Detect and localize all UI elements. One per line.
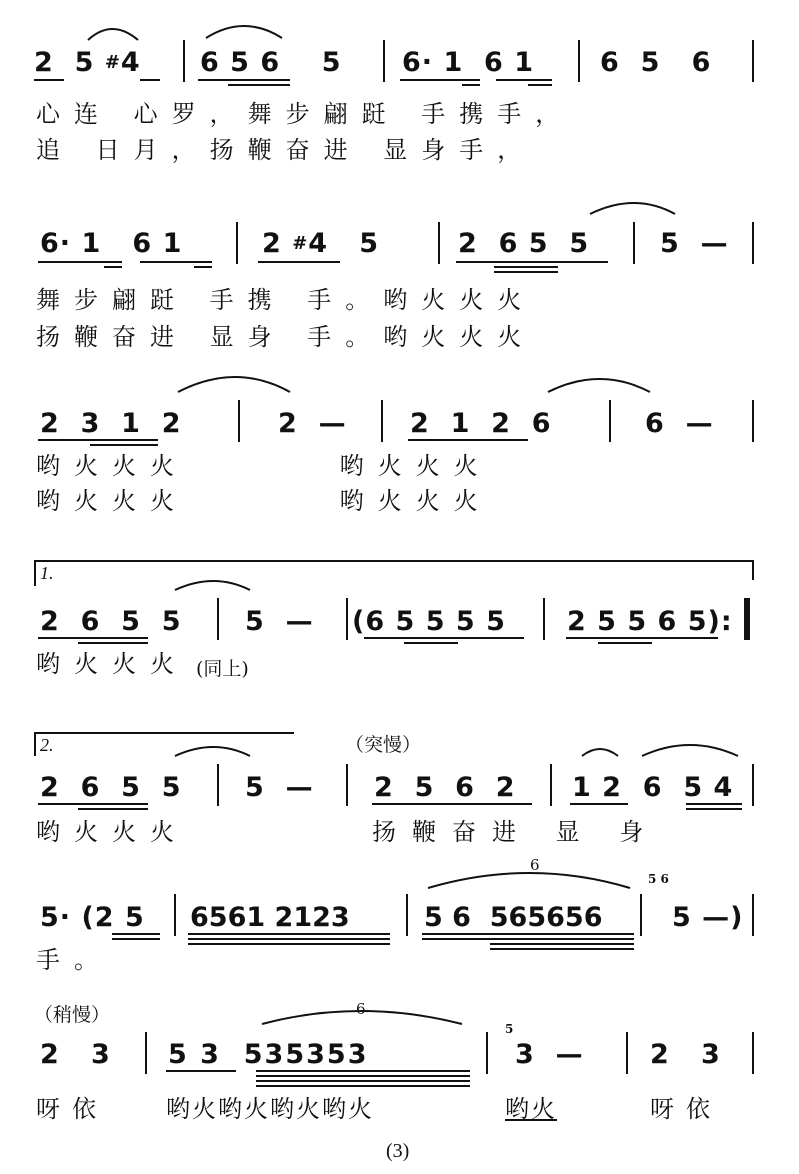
measure-3-4: 6 — bbox=[645, 408, 714, 439]
tuplet-number: 6 bbox=[356, 1000, 366, 1018]
measure-5-2: 5 — bbox=[245, 772, 314, 803]
lyric-line-1: 舞步翩跹 手携 手。哟火火火 bbox=[36, 286, 536, 314]
lyric-syllables: 哟火哟火哟火哟火 bbox=[166, 1095, 374, 1123]
measure-2-1: 6· 1 6 1 bbox=[40, 228, 183, 259]
measure-4-3: (6 5 5 5 5 bbox=[352, 606, 506, 637]
measure-5-4: 1 2 6 5 4 bbox=[572, 772, 734, 803]
measure-1-2: 6 5 6 5 bbox=[200, 47, 342, 78]
lyric-line-1: 哟火火火 bbox=[36, 818, 188, 846]
measure-6-4: 5 —) bbox=[672, 902, 744, 933]
measure-2-3: 2 6 5 5 bbox=[458, 228, 590, 259]
lyric-line-2: 扬鞭奋进 显身 手。哟火火火 bbox=[36, 323, 536, 351]
measure-4-4: 2 5 5 6 5): bbox=[567, 606, 733, 637]
tempo-marking: （稍慢） bbox=[34, 1004, 111, 1026]
lyric-line-1: 哟火火火 bbox=[36, 650, 188, 678]
lyric-note: (同上) bbox=[196, 658, 249, 680]
lyric-line-2: 哟火火火 哟火火火 bbox=[36, 487, 492, 515]
measure-4-1: 2 6 5 5 bbox=[40, 606, 182, 637]
volta-number: 1. bbox=[40, 563, 54, 583]
measure-5-3: 2 5 6 2 bbox=[374, 772, 516, 803]
grace-notes: 5 6 bbox=[648, 872, 669, 886]
lyric-syllables: 哟火 bbox=[505, 1095, 557, 1123]
measure-7-1: 2 3 bbox=[40, 1039, 111, 1070]
lyric-line-1: 心连 心罗，舞步翩跹 手携手， bbox=[36, 100, 574, 128]
measure-7-3: 3 — bbox=[515, 1039, 584, 1070]
volta-number: 2. bbox=[40, 735, 54, 755]
lyric-line-1: 哟火火火 哟火火火 bbox=[36, 452, 492, 480]
grace-notes: 5 bbox=[505, 1022, 514, 1036]
lyric-syllables: 呀依 bbox=[650, 1095, 722, 1123]
measure-7-2: 5 3 535353 bbox=[168, 1039, 369, 1070]
measure-3-3: 2 1 2 6 bbox=[410, 408, 552, 439]
lyric-line-2: 追 日月，扬鞭奋进 显身手， bbox=[36, 136, 536, 164]
measure-3-2: 2 — bbox=[278, 408, 347, 439]
tuplet-number: 6 bbox=[530, 856, 540, 874]
lyric-syllables: 呀依 bbox=[36, 1095, 108, 1123]
page-number: (3) bbox=[386, 1140, 410, 1162]
measure-3-1: 2 3 1 2 bbox=[40, 408, 182, 439]
measure-2-2: 2 #4 5 bbox=[262, 228, 380, 259]
measure-1-4: 6 5 6 bbox=[600, 47, 712, 78]
measure-1-3: 6· 1 6 1 bbox=[402, 47, 535, 78]
lyric-line-2: 扬鞭奋进 显 身 bbox=[372, 818, 660, 846]
measure-4-2: 5 — bbox=[245, 606, 314, 637]
measure-2-4: 5 — bbox=[660, 228, 729, 259]
tempo-marking: （突慢） bbox=[345, 734, 422, 756]
measure-7-4: 2 3 bbox=[650, 1039, 721, 1070]
measure-1-1: 2 5 #4 bbox=[34, 47, 141, 78]
measure-6-3: 5 6 565656 bbox=[424, 902, 603, 933]
measure-6-1: 5· (2 5 bbox=[40, 902, 145, 933]
lyric-line-1: 手。 bbox=[36, 946, 112, 974]
measure-6-2: 6561 2123 bbox=[190, 902, 350, 933]
measure-5-1: 2 6 5 5 bbox=[40, 772, 182, 803]
